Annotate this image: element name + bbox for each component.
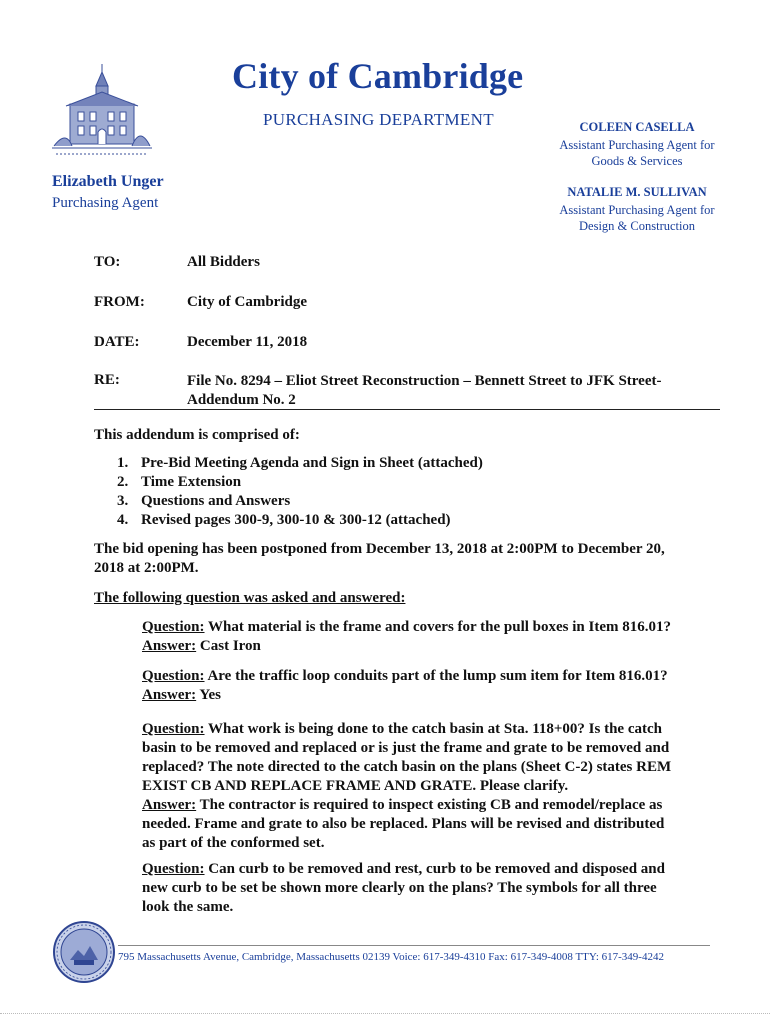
qa-item-2 bbox=[142, 667, 702, 705]
from-label: FROM: bbox=[94, 294, 145, 310]
addendum-contents-list bbox=[117, 454, 483, 530]
list-item bbox=[117, 454, 483, 473]
list-item-text: Revised pages 300-9, 300-10 & 300-12 (attached) bbox=[141, 512, 451, 528]
list-item-text: Questions and Answers bbox=[141, 493, 291, 509]
answer-text: The contractor is required to inspect existing CB and remodel/replace as bbox=[199, 797, 663, 813]
list-item bbox=[117, 473, 483, 492]
question-text: EXIST CB AND REPLACE FRAME AND GRATE. Please clarify. bbox=[142, 778, 569, 794]
answer-text: Cast Iron bbox=[199, 638, 261, 654]
question-text: look the same. bbox=[142, 899, 234, 915]
page-bottom-edge bbox=[0, 1013, 770, 1014]
answer-label: Answer: bbox=[142, 797, 197, 813]
re-value bbox=[187, 372, 687, 410]
page-title: City of Cambridge bbox=[232, 56, 524, 96]
list-item-number: 2. bbox=[117, 474, 129, 490]
re-label: RE: bbox=[94, 372, 120, 388]
answer-label: Answer: bbox=[142, 638, 197, 654]
assistant-agent-2-role-line2: Design & Construction bbox=[579, 219, 695, 233]
assistant-agent-1-name: COLEEN CASELLA bbox=[579, 120, 695, 134]
question-text: What work is being done to the catch basin at Sta. 118+00? Is the catch bbox=[208, 721, 662, 737]
list-item bbox=[117, 492, 483, 511]
department-name: PURCHASING DEPARTMENT bbox=[263, 110, 494, 129]
purchasing-agent-title: Purchasing Agent bbox=[52, 195, 159, 211]
assistant-agent-2-name: NATALIE M. SULLIVAN bbox=[567, 185, 707, 199]
postponement-line-1: The bid opening has been postponed from December 13, 2018 at 2:00PM to December 20, bbox=[94, 541, 665, 557]
answer-label: Answer: bbox=[142, 687, 197, 703]
city-hall-logo bbox=[52, 60, 152, 160]
from-value: City of Cambridge bbox=[187, 294, 307, 310]
assistant-agent-2-role-line1: Assistant Purchasing Agent for bbox=[559, 203, 715, 217]
question-label: Question: bbox=[142, 668, 205, 684]
list-item-number: 4. bbox=[117, 512, 129, 528]
list-item-text: Pre-Bid Meeting Agenda and Sign in Sheet (attached) bbox=[141, 455, 483, 471]
question-text: Can curb to be removed and rest, curb to be removed and disposed and bbox=[208, 861, 665, 877]
assistant-agent-2-role bbox=[542, 202, 732, 234]
re-line-1: File No. 8294 – Eliot Street Reconstruction – Bennett Street to JFK Street- bbox=[187, 373, 662, 389]
question-text: new curb to be set be shown more clearly on the plans? The symbols for all three bbox=[142, 880, 657, 896]
to-value: All Bidders bbox=[187, 254, 260, 270]
postponement-notice bbox=[94, 540, 694, 578]
re-line-2: Addendum No. 2 bbox=[187, 392, 296, 408]
footer-contact-info: 795 Massachusetts Avenue, Cambridge, Massachusetts 02139 Voice: 617-349-4310 Fax: 617-349-4008 TTY: 617-349-4242 bbox=[118, 951, 664, 963]
list-item-text: Time Extension bbox=[141, 474, 242, 490]
question-text: What material is the frame and covers for the pull boxes in Item 816.01? bbox=[208, 619, 672, 635]
question-text: basin to be removed and replaced or is just the frame and grate to be removed and bbox=[142, 740, 670, 756]
question-label: Question: bbox=[142, 721, 205, 737]
question-text: replaced? The note directed to the catch basin on the plans (Sheet C-2) states REM bbox=[142, 759, 672, 775]
list-item-number: 1. bbox=[117, 455, 129, 471]
question-text: Are the traffic loop conduits part of the lump sum item for Item 816.01? bbox=[207, 668, 668, 684]
postponement-line-2: 2018 at 2:00PM. bbox=[94, 560, 199, 576]
footer-divider bbox=[118, 945, 710, 946]
answer-text: as part of the conformed set. bbox=[142, 835, 325, 851]
to-label: TO: bbox=[94, 254, 121, 270]
city-seal-icon bbox=[52, 920, 116, 984]
list-item-number: 3. bbox=[117, 493, 129, 509]
question-label: Question: bbox=[142, 619, 205, 635]
addendum-intro: This addendum is comprised of: bbox=[94, 427, 300, 443]
qa-section-heading: The following question was asked and answered: bbox=[94, 590, 406, 606]
qa-item-3 bbox=[142, 720, 702, 853]
memo-divider bbox=[94, 409, 720, 410]
assistant-agent-1-role bbox=[542, 137, 732, 169]
qa-item-4 bbox=[142, 860, 702, 917]
answer-text: Yes bbox=[199, 687, 222, 703]
list-item bbox=[117, 511, 483, 530]
assistant-agent-1-role-line1: Assistant Purchasing Agent for bbox=[559, 138, 715, 152]
qa-item-1 bbox=[142, 618, 702, 656]
date-label: DATE: bbox=[94, 334, 140, 350]
purchasing-agent-name: Elizabeth Unger bbox=[52, 173, 164, 190]
date-value: December 11, 2018 bbox=[187, 334, 308, 350]
answer-text: needed. Frame and grate to also be replaced. Plans will be revised and distributed bbox=[142, 816, 665, 832]
question-label: Question: bbox=[142, 861, 205, 877]
assistant-agent-1-role-line2: Goods & Services bbox=[591, 154, 683, 168]
